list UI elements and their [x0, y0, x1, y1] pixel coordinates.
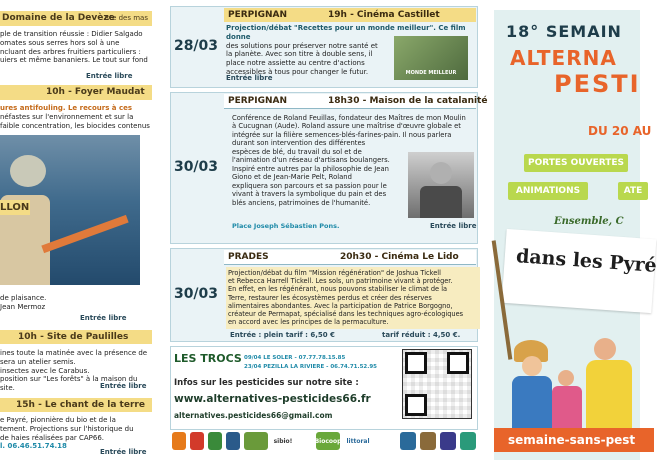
text-line: uiers et même bananiers. Le tout sur fond	[0, 56, 148, 65]
cover-footer: semaine-sans-pest	[494, 428, 654, 452]
text-line: durant son intervention des différentes	[232, 139, 366, 148]
partner-logo	[244, 432, 268, 450]
info-text: Infos sur les pesticides sur notre site :	[174, 378, 359, 388]
text-line: e Payré, pionnière du bio et de la	[0, 416, 116, 424]
text-line: des solutions pour préserver notre santé et	[226, 41, 378, 50]
text-line: ncluant des arbres fruitiers particuliers :	[0, 47, 141, 56]
section-text	[0, 416, 152, 451]
cover-title-line2: ALTERNA	[510, 46, 617, 70]
partner-logo	[190, 432, 204, 450]
section-title: Domaine de la Devèze	[2, 13, 115, 23]
website-link[interactable]: www.alternatives-pesticides66.fr	[174, 393, 371, 405]
text-line: faible concentration, les biocides contenus	[0, 121, 150, 130]
section-header-maudat	[0, 85, 152, 100]
text-line: vivant à travers la symbolique du pain et des	[232, 190, 387, 199]
section-title: 10h - Foyer Maudat	[46, 87, 145, 97]
middle-panel	[168, 0, 488, 460]
section-title: LLON	[0, 202, 30, 213]
entry-label: Entrée libre	[226, 74, 273, 82]
section-header-paulilles	[0, 330, 152, 344]
text-line: tement. Projections sur l'historique du	[0, 424, 134, 433]
qr-code[interactable]	[402, 349, 472, 419]
trocs-title: LES TROCS	[174, 352, 242, 365]
section-text	[0, 294, 152, 312]
pill-label: PORTES OUVERTES	[527, 158, 625, 168]
text-line: place notre assiette au centre d'actions	[226, 59, 365, 67]
section-title: 15h - Le chant de la terre	[16, 400, 145, 410]
partner-logo	[226, 432, 240, 450]
text-line: alimentaires abondantes. Avec la participation de Patrice Borgogno,	[228, 301, 453, 310]
trocs-line: 09/04 LE SOLER - 07.77.78.15.85	[244, 355, 346, 361]
event-date: 30/03	[173, 159, 219, 175]
text-line: En effet, en les régénérant, nous pouvons stabiliser le climat de la	[228, 285, 448, 294]
cover-panel	[494, 10, 657, 460]
text-line: ures antifouling. Le recours à ces	[0, 104, 133, 112]
entry-label: Entrée libre	[86, 72, 133, 80]
text-line: sera un atelier semis.	[0, 357, 76, 366]
section-tag: Rte des mas	[104, 14, 148, 22]
cover-banner-text: dans les Pyré	[515, 245, 657, 277]
partner-logo	[420, 432, 436, 450]
price-reduced: tarif réduit : 4,50 €.	[382, 331, 461, 339]
illustration-people	[494, 330, 640, 430]
pill-animations	[508, 182, 588, 200]
price-full: Entrée : plein tarif : 6,50 €	[230, 331, 335, 339]
event-city: PERPIGNAN	[228, 96, 288, 106]
pill-label: ATE	[623, 186, 643, 196]
poster-caption: MONDE MEILLEUR	[405, 70, 457, 76]
section-text	[0, 30, 152, 65]
event-time: 18h30 - Maison de la catalanité	[328, 96, 488, 106]
partner-logo-biocoop: Biocoop	[316, 432, 340, 450]
section-title: 10h - Site de Paulilles	[18, 332, 129, 342]
text-line: Projection/débat du film "Mission régénération" de Joshua Tickell	[228, 269, 441, 277]
partner-logo	[460, 432, 476, 450]
entry-label: Entrée libre	[100, 448, 147, 456]
text-line: de plaisance.	[0, 294, 47, 302]
text-line: Terre, restaurer les écosystèmes perdus et créer des réserves	[228, 293, 432, 302]
entry-label: Entrée libre	[430, 222, 477, 230]
event-header	[224, 94, 488, 109]
event-city: PERPIGNAN	[228, 10, 288, 20]
event-time: 19h - Cinéma Castillet	[328, 10, 440, 20]
event-header	[224, 8, 476, 22]
section-header-llon	[0, 200, 30, 215]
event-city: PRADES	[228, 252, 269, 262]
event-text	[226, 267, 480, 329]
email-link[interactable]: alternatives.pesticides66@gmail.com	[174, 411, 333, 420]
text-line: Giono et de Jean-Marie Pelt, Roland	[232, 173, 352, 182]
partner-logo	[208, 432, 222, 450]
partner-logo-littoral: littoral	[344, 432, 372, 450]
text-line: ines toute la matinée avec la présence de	[0, 349, 148, 357]
text-line: la planète. Avec son titre à double sens, il	[226, 50, 373, 59]
text-line: Projection/débat "Recettes pour un monde meilleur". Ce film donne	[226, 24, 466, 41]
pill-label: ANIMATIONS	[515, 186, 581, 196]
event-header	[224, 250, 476, 265]
section-header-chant	[0, 398, 152, 412]
event-date: 30/03	[173, 286, 219, 302]
phone-number: l. 06.46.51.74.18	[0, 442, 67, 451]
section-text	[0, 104, 152, 130]
partner-logo	[172, 432, 186, 450]
event-date: 28/03	[173, 38, 219, 54]
cover-title-line3: PESTI	[554, 70, 641, 98]
text-line: intégrée sur la filière semences-blés-farines-pain. Il nous parlera	[232, 130, 452, 139]
partner-logo-sibio: sibio!	[272, 432, 294, 450]
entry-label: Entrée libre	[100, 382, 147, 390]
text-line: Inspiré entre autres par la philosophie de Jean	[232, 164, 389, 173]
text-line: expliquera son parcours et sa passion pour le	[232, 181, 387, 190]
speaker-photo	[408, 152, 474, 218]
event-place: Place Joseph Sébastien Pons.	[232, 222, 340, 230]
text-line: néfastes sur l'environnement et sur la	[0, 112, 134, 121]
pill-portes-ouvertes	[524, 154, 628, 172]
cover-edition: 18° SEMAIN	[506, 22, 622, 41]
text-line: insectes avec le Carabus.	[0, 366, 90, 375]
text-line: l'animation d'un réseau d'artisans boulangers.	[232, 156, 390, 165]
event-time: 20h30 - Cinéma Le Lido	[340, 252, 459, 262]
text-line: blés anciens, patrimoines de l'humanité.	[232, 198, 371, 207]
text-line: de haies réalisées par CAP66.	[0, 433, 105, 442]
film-poster	[394, 36, 468, 80]
text-line: espèces de blé, du travail du sol et de	[232, 147, 362, 156]
text-line: créateur de Permapat, spécialisé dans les techniques agro-écologiques	[228, 310, 464, 319]
text-line: Jean Mermoz	[0, 302, 46, 311]
cover-dates: DU 20 AU	[588, 124, 652, 138]
text-line: omates sous serres hors sol à une	[0, 38, 120, 47]
trocs-line: 23/04 PEZILLA LA RIVIERE - 06.74.71.52.95	[244, 364, 377, 370]
partner-logo	[400, 432, 416, 450]
text-line: accessibles à tous pour changer le futur.	[226, 67, 369, 76]
pill-ateliers	[618, 182, 648, 200]
text-line: ple de transition réussie : Didier Salgado	[0, 30, 143, 38]
cover-tagline: Ensemble, C	[554, 216, 624, 227]
left-panel	[0, 0, 152, 460]
text-line: et Rebecca Harrell Tickell. Les sols, un patrimoine vivant à protéger.	[228, 277, 453, 286]
section-header-deveze	[0, 11, 152, 26]
text-line: position sur "Les forêts" à la maison du site.	[0, 375, 138, 392]
entry-label: Entrée libre	[80, 314, 127, 322]
partner-logo	[440, 432, 456, 450]
text-line: à Cucugnan (Aude). Roland assure une maîtrise d'œuvre globale et	[232, 122, 461, 131]
text-line: Conférence de Roland Feuillas, fondateur des Maîtres de mon Moulin	[232, 114, 466, 122]
text-line: en accord avec les principes de la permaculture.	[228, 318, 389, 327]
